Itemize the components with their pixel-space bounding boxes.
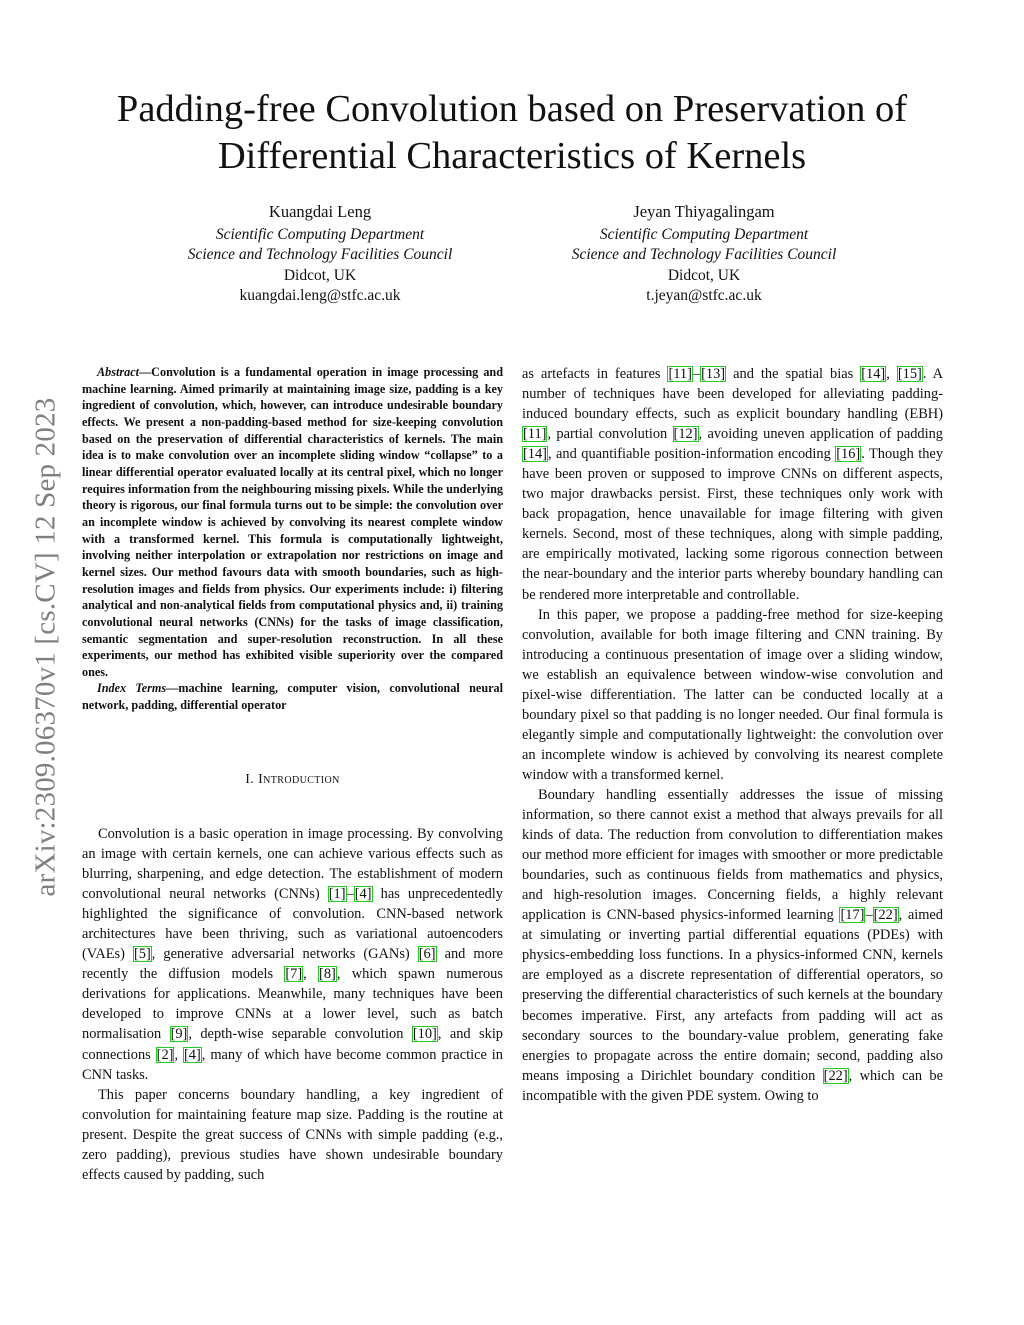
citation-link[interactable]: [16] <box>836 446 861 463</box>
body-text: , many of which have become common practice in CNN tasks. <box>82 1046 503 1083</box>
citation-link[interactable]: [10] <box>412 1026 437 1043</box>
body-text: and more recently the diffusion models <box>82 946 503 983</box>
abstract-paragraph <box>82 364 503 680</box>
body-text: and the spatial bias <box>726 366 861 382</box>
citation-link[interactable]: [4] <box>184 1046 201 1063</box>
citation-link[interactable]: [8] <box>319 966 336 983</box>
citation-link[interactable]: [22] <box>823 1067 848 1084</box>
citation-link[interactable]: [7] <box>285 966 303 983</box>
author-location: Didcot, UK <box>283 266 357 284</box>
body-text: This paper concerns boundary handling, a key ingredient of convolution for maintaining feature map size. Padding is the routine at present. Despite the great success of CNNs with simple padding (e.g., zero padding), previous studies have shown undesirable boundary effects caused by padding, such <box>82 1086 503 1183</box>
body-text: as artefacts in features <box>522 366 668 382</box>
body-text: , depth-wise separable convolution <box>188 1026 412 1043</box>
citation-link[interactable]: [13] <box>701 366 726 382</box>
index-terms-label: Index Terms <box>97 681 167 696</box>
title-line-2: Differential Characteristics of Kernels <box>217 135 807 177</box>
abstract-text: —Convolution is a fundamental operation in image processing and machine learning. Aimed primarily at maintaining image size, padding is a key ingredient of convolution, which, however, can introduce undesirable boundary effects. We present a non-padding-based method for size-keeping convolution based on the preservation of differential characteristics of kernels. The main idea is to make convolution over an incomplete sliding window “collapse” to a linear differential operator evaluated locally at its central pixel, which no longer requires information from the neighbouring missing pixels. While the underlying theory is rigorous, our final formula turns out to be simple: the convolution over an incomplete window is achieved by convolving its nearest complete window with a transformed kernel. This formula is computationally lightweight, involving neither interpolation or extrapolation nor restrictions on image and kernel sizes. Our method favours data with smooth boundaries, such as high-resolution images and fields from physics. Our experiments include: i) filtering analytical and non-analytical fields from computational physics and, ii) training convolutional neural networks (CNNs) for the tasks of image classification, semantic segmentation and super-resolution reconstruction. In all these experiments, our method has exhibited visible superiority over the compared ones. <box>82 365 503 679</box>
citation-link[interactable]: [22] <box>873 907 898 924</box>
right-paragraph <box>522 605 943 785</box>
left-column-body <box>82 824 503 1185</box>
author-name: Kuangdai Leng <box>268 202 372 221</box>
citation-link[interactable]: [15] <box>897 366 922 382</box>
citation-link[interactable]: [14] <box>861 366 886 382</box>
section-title: I. Introduction <box>245 772 340 787</box>
author-name: Jeyan Thiyagalingam <box>633 202 775 221</box>
citation-link[interactable]: [11] <box>523 426 547 443</box>
citation-link[interactable]: [2] <box>156 1046 174 1063</box>
section-heading <box>82 772 503 788</box>
body-text: . Though they have been proven or supposed to improve CNNs on different aspects, two major drawbacks persist. First, these techniques only work with back propagation, hence unavailable for image filtering with given kernels. Second, most of these techniques, along with simple padding, are empirically motivated, lacking some rigorous connection between the near-boundary and the interior parts whereby boundary handling can be rendered more interpretable and controllable. <box>522 446 944 603</box>
author-block-2 <box>514 202 894 307</box>
body-text: – <box>692 366 701 382</box>
citation-link[interactable]: [12] <box>673 426 698 443</box>
author-email: kuangdai.leng@stfc.ac.uk <box>239 287 401 304</box>
citation-link[interactable]: [9] <box>170 1026 188 1043</box>
abstract-label: Abstract <box>97 365 139 379</box>
arxiv-stamp <box>26 352 66 942</box>
author-email: t.jeyan@stfc.ac.uk <box>646 287 762 304</box>
author-block-1 <box>130 202 510 307</box>
body-text: , which spawn numerous derivations for applications. Meanwhile, many techniques have been developed to improve CNNs at a lower level, such as batch normalisation <box>82 966 503 1043</box>
citation-link[interactable]: [14] <box>523 446 547 463</box>
paper-title <box>60 86 964 180</box>
body-text: , generative adversarial networks (GANs) <box>151 946 418 963</box>
author-organization: Science and Technology Facilities Council <box>187 246 453 263</box>
author-organization: Science and Technology Facilities Council <box>571 246 837 263</box>
left-paragraph <box>82 1085 503 1185</box>
arxiv-stamp-text: arXiv:2309.06370v1 [cs.CV] 12 Sep 2023 <box>29 397 62 897</box>
author-department: Scientific Computing Department <box>215 225 425 243</box>
right-paragraph <box>522 785 943 1106</box>
body-text: , and skip connections <box>82 1026 504 1063</box>
citation-link[interactable]: [17] <box>840 907 865 924</box>
title-line-1: Padding-free Convolution based on Preservation of <box>116 88 908 130</box>
citation-link[interactable]: [4] <box>354 886 372 903</box>
body-text: , which can be incompatible with the given PDE system. Owing to <box>522 1067 943 1104</box>
body-text: In this paper, we propose a padding-free method for size-keeping convolution, available for both image filtering and CNN training. By introducing a continuous presentation of image over a sliding window, we establish an equivalence between window-wise convolution and pixel-wise differentiation. The latter can be conducted locally at a boundary pixel so that padding is no longer needed. Our final formula is elegantly simple and computationally lightweight: the convolution over an incomplete window is achieved by convolving its nearest complete window with a transformed kernel. <box>522 606 943 783</box>
body-text: , aimed at simulating or inverting partial differential equations (PDEs) with physics-embedding loss functions. In a physics-informed CNN, kernels are employed as a discrete representation of differential operators, so preserving the differential characteristics of such kernels at the boundary becomes imperative. First, any artefacts from padding will act as secondary sources to the boundary-value problem, generating fake energies to propagate across the entire domain; second, padding also means imposing a Dirichlet boundary condition <box>522 907 944 1084</box>
citation-link[interactable]: [6] <box>418 946 436 963</box>
citation-link[interactable]: [5] <box>133 946 151 963</box>
index-terms <box>82 680 503 713</box>
right-paragraph <box>522 364 943 605</box>
body-text: , and quantifiable position-information encoding <box>547 446 836 463</box>
body-text: , avoiding uneven application of padding <box>698 426 943 443</box>
body-text: , <box>174 1046 183 1063</box>
citation-link[interactable]: [1] <box>328 886 346 903</box>
index-terms-text: —machine learning, computer vision, convolutional neural network, padding, differential operator <box>82 681 503 713</box>
body-text: – <box>865 907 873 924</box>
body-text: . A number of techniques have been developed for alleviating padding-induced boundary effects, such as explicit boundary handling (EBH) <box>522 366 944 423</box>
left-paragraph <box>82 824 503 1085</box>
body-text: Boundary handling essentially addresses the issue of missing information, so there cannot exist a method that always prevails for all kinds of data. The reduction from convolution to differentiation makes our method more efficient for images with smoother or more predictable boundaries, such as continuous fields from mathematics and physics, and high-resolution images. Concerning fields, a highly relevant application is CNN-based physics-informed learning <box>522 786 943 924</box>
author-department: Scientific Computing Department <box>599 225 809 243</box>
body-text: , <box>303 966 319 983</box>
author-location: Didcot, UK <box>667 266 741 284</box>
abstract <box>82 364 503 714</box>
body-text: – <box>346 886 354 903</box>
body-text: Convolution is a basic operation in image processing. By convolving an image with certain kernels, one can achieve various effects such as blurring, sharpening, and edge detection. The establishment of modern convolutional neural networks (CNNs) <box>82 826 503 903</box>
right-column-body <box>522 364 943 1106</box>
citation-link[interactable]: [11] <box>668 366 692 382</box>
body-text: , partial convolution <box>547 426 673 443</box>
body-text: has unprecedentedly highlighted the significance of convolution. CNN-based network architectures have been thriving, such as variational autoencoders (VAEs) <box>82 886 503 963</box>
body-text: , <box>886 366 897 382</box>
